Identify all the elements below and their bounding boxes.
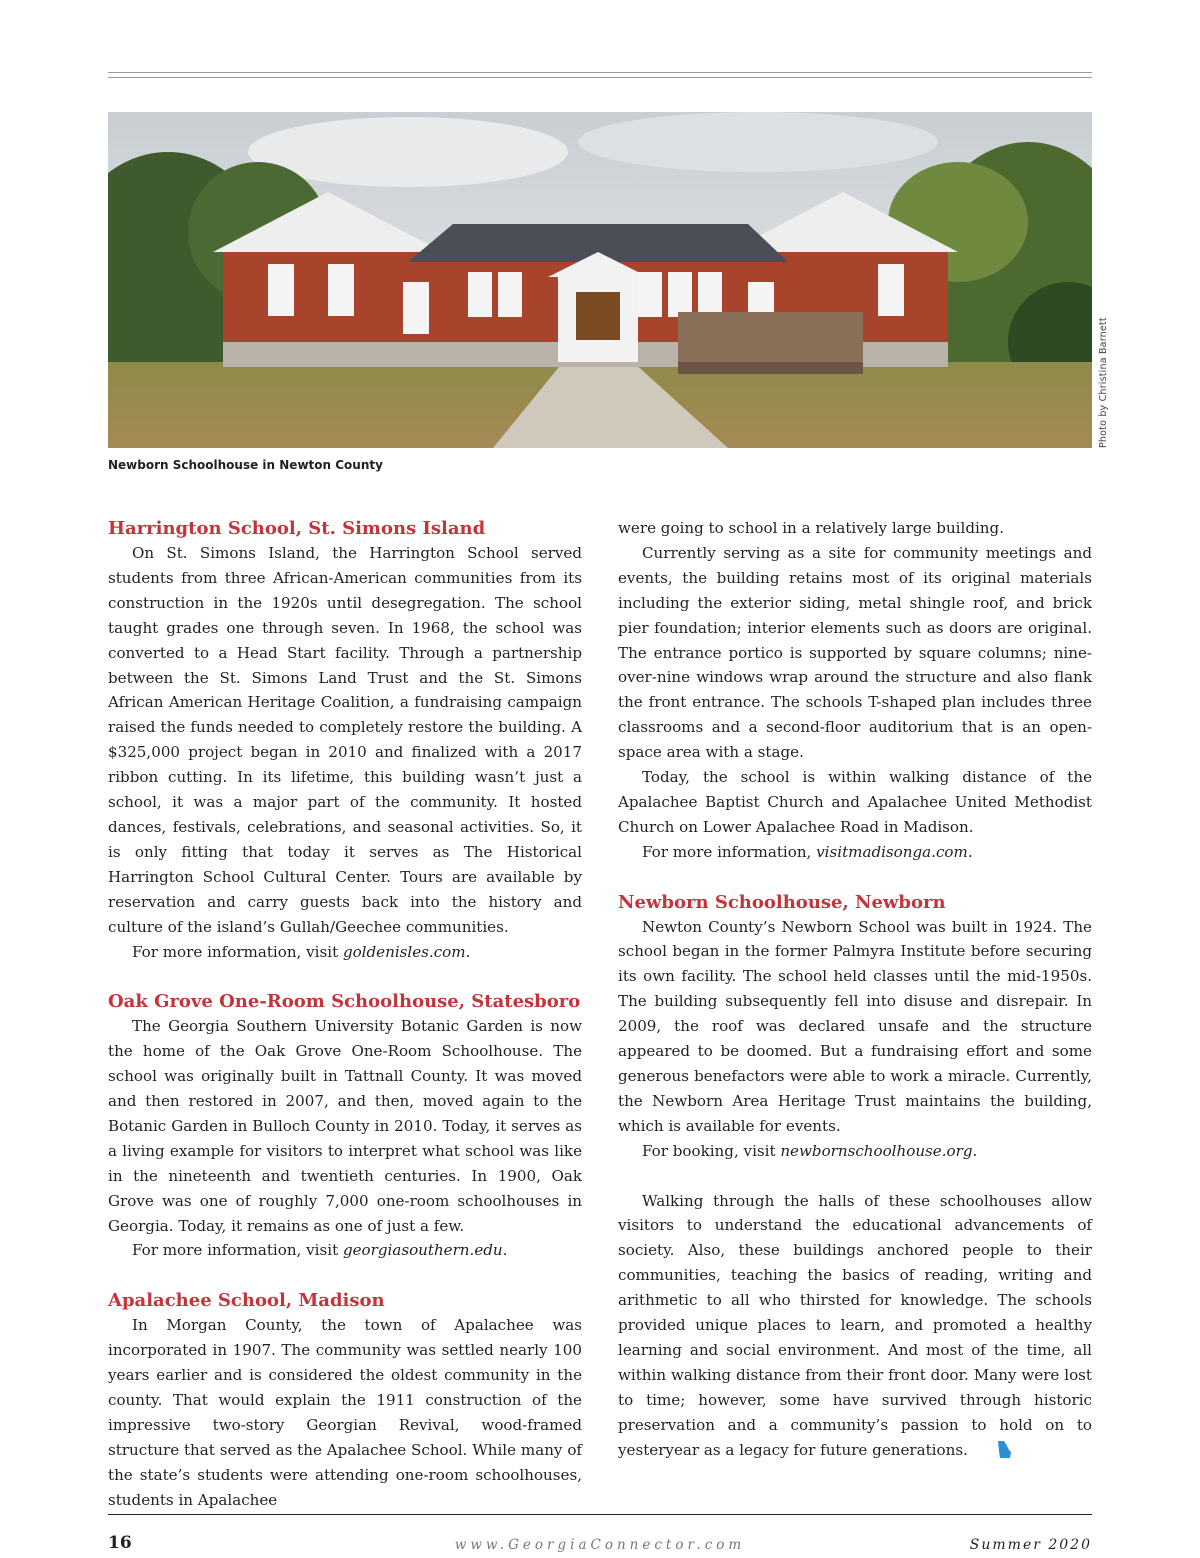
section-gap [618, 865, 1092, 890]
oak-grove-more-prefix: For more information, visit [132, 1241, 343, 1260]
oak-grove-link[interactable]: georgiasouthern.edu [342, 1241, 503, 1260]
page-number: 16 [108, 1533, 132, 1553]
section-heading-oak-grove: Oak Grove One-Room Schoolhouse, Statesboro [108, 991, 581, 1013]
georgia-state-icon [974, 1441, 1011, 1466]
apalachee-paragraph-3: Today, the school is within walking distance of the Apalachee Baptist Church and Apalachee United Methodist Church on Lower Apalachee Road in Madison. [618, 768, 1092, 836]
footer-website[interactable]: www.GeorgiaConnector.com [454, 1537, 746, 1553]
harrington-body: On St. Simons Island, the Harrington School served students from three African-American communities from its construction in the 1920s until desegregation. The school taught grades one through seven. In 1968, the school was converted to a Head Start facility. Through a partnership between the St. Simons Land Trust and the St. Simons African American Heritage Coalition, a fundraising campaign raised the funds needed to completely restore the building. A $325,000 project began in 2010 and finalized with a 2017 ribbon cutting. In its lifetime, this building wasn’t just a school, it was a major part of the community. It hosted dances, festivals, celebrations, and seasonal activities. So, it is only fitting that today it serves as The Historical Harrington School Cultural Center. Tours are available by reservation and carry guests back into the history and culture of the island’s Gullah/Geechee communities. [108, 544, 582, 936]
oak-grove-more-suffix: . [502, 1241, 508, 1260]
footer-issue: Summer 2020 [969, 1537, 1092, 1553]
photo-credit: Photo by Christina Barnett [1098, 317, 1109, 448]
section-gap [108, 964, 582, 989]
closing-text: Walking through the halls of these schoolhouses allow visitors to understand the educational advancements of society. Also, these buildings anchored people to their communities, teaching the basics of reading, writing and arithmetic to all who thirsted for knowledge. The schools provided unique places to learn, and promoted a healthy learning and social environment. And most of the time, all within walking distance from their front door. Many were lost to time; however, some have survived through historic preservation and a community’s passion to hold on to yesteryear as a legacy for future generations. [618, 1191, 1092, 1459]
schoolhouse-illustration [108, 112, 1092, 448]
left-column [108, 516, 582, 1513]
apalachee-more-info [618, 840, 1092, 865]
harrington-more-suffix: . [465, 942, 471, 961]
schoolhouse-photo [108, 112, 1092, 448]
header-rule-top [108, 72, 1092, 73]
apalachee-more-suffix: . [967, 842, 973, 861]
apalachee-body: In Morgan County, the town of Apalachee was incorporated in 1907. The community was settled nearly 100 years earlier and is considered the oldest community in the county. That would explain the 1911 construction of the impressive two-story Georgian Revival, wood-framed structure that served as the Apalachee School. While many of the state’s students were attending one-room schoolhouses, students in Apalachee [108, 1316, 582, 1509]
apalachee-more-prefix: For more information, [642, 842, 817, 861]
newborn-link[interactable]: newbornschoolhouse.org [780, 1141, 973, 1160]
newborn-body: Newton County’s Newborn School was built in 1924. The school began in the former Palmyra Institute before securing its own facility. The school held classes until the mid-1950s. The building subsequently fell into disuse and disrepair. In 2009, the roof was declared unsafe and the structure appeared to be doomed. But a fundraising effort and some generous benefactors were able to work a miracle. Currently, the Newborn Area Heritage Trust maintains the building, which is available for events. [618, 917, 1092, 1135]
section-heading-newborn: Newborn Schoolhouse, Newborn [618, 891, 946, 913]
apalachee-paragraph-2: Currently serving as a site for community meetings and events, the building retains most of its original materials including the exterior siding, metal shingle roof, and brick pier foundation; interior elements such as doors are original. The entrance portico is supported by square columns; nine-over-nine windows wrap around the structure and also flank the front entrance. The schools T-shaped plan includes three classrooms and a second-floor auditorium that is an open-space area with a stage. [618, 543, 1092, 762]
newborn-more-info [618, 1139, 1092, 1164]
harrington-more-prefix: For more information, visit [132, 942, 343, 961]
newborn-more-prefix: For booking, visit [642, 1141, 781, 1160]
footer-rule [108, 1514, 1092, 1515]
section-gap [108, 1263, 582, 1288]
section-heading-apalachee: Apalachee School, Madison [108, 1290, 385, 1312]
oak-grove-body: The Georgia Southern University Botanic Garden is now the home of the Oak Grove One-Room Schoolhouse. The school was originally built in Tattnall County. It was moved and then restored in 2007, and then, moved again to the Botanic Garden in Bulloch County in 2010. Today, it serves as a living example for visitors to interpret what school was like in the nineteenth and twentieth centuries. In 1900, Oak Grove was one of roughly 7,000 one-room schoolhouses in Georgia. Today, it remains as one of just a few. [108, 1017, 582, 1235]
right-column [618, 516, 1092, 1466]
closing-paragraph [618, 1189, 1092, 1466]
newborn-more-suffix: . [972, 1141, 978, 1160]
section-gap [618, 1164, 1092, 1189]
oak-grove-more-info [108, 1238, 582, 1263]
apalachee-continued: were going to school in a relatively large building. [618, 519, 1004, 537]
section-heading-harrington: Harrington School, St. Simons Island [108, 518, 486, 539]
harrington-more-info [108, 940, 582, 965]
harrington-link[interactable]: goldenisles.com [342, 942, 466, 961]
photo-caption: Newborn Schoolhouse in Newton County [108, 458, 383, 472]
header-rule-bottom [108, 77, 1092, 78]
apalachee-link[interactable]: visitmadisonga.com [816, 842, 968, 861]
